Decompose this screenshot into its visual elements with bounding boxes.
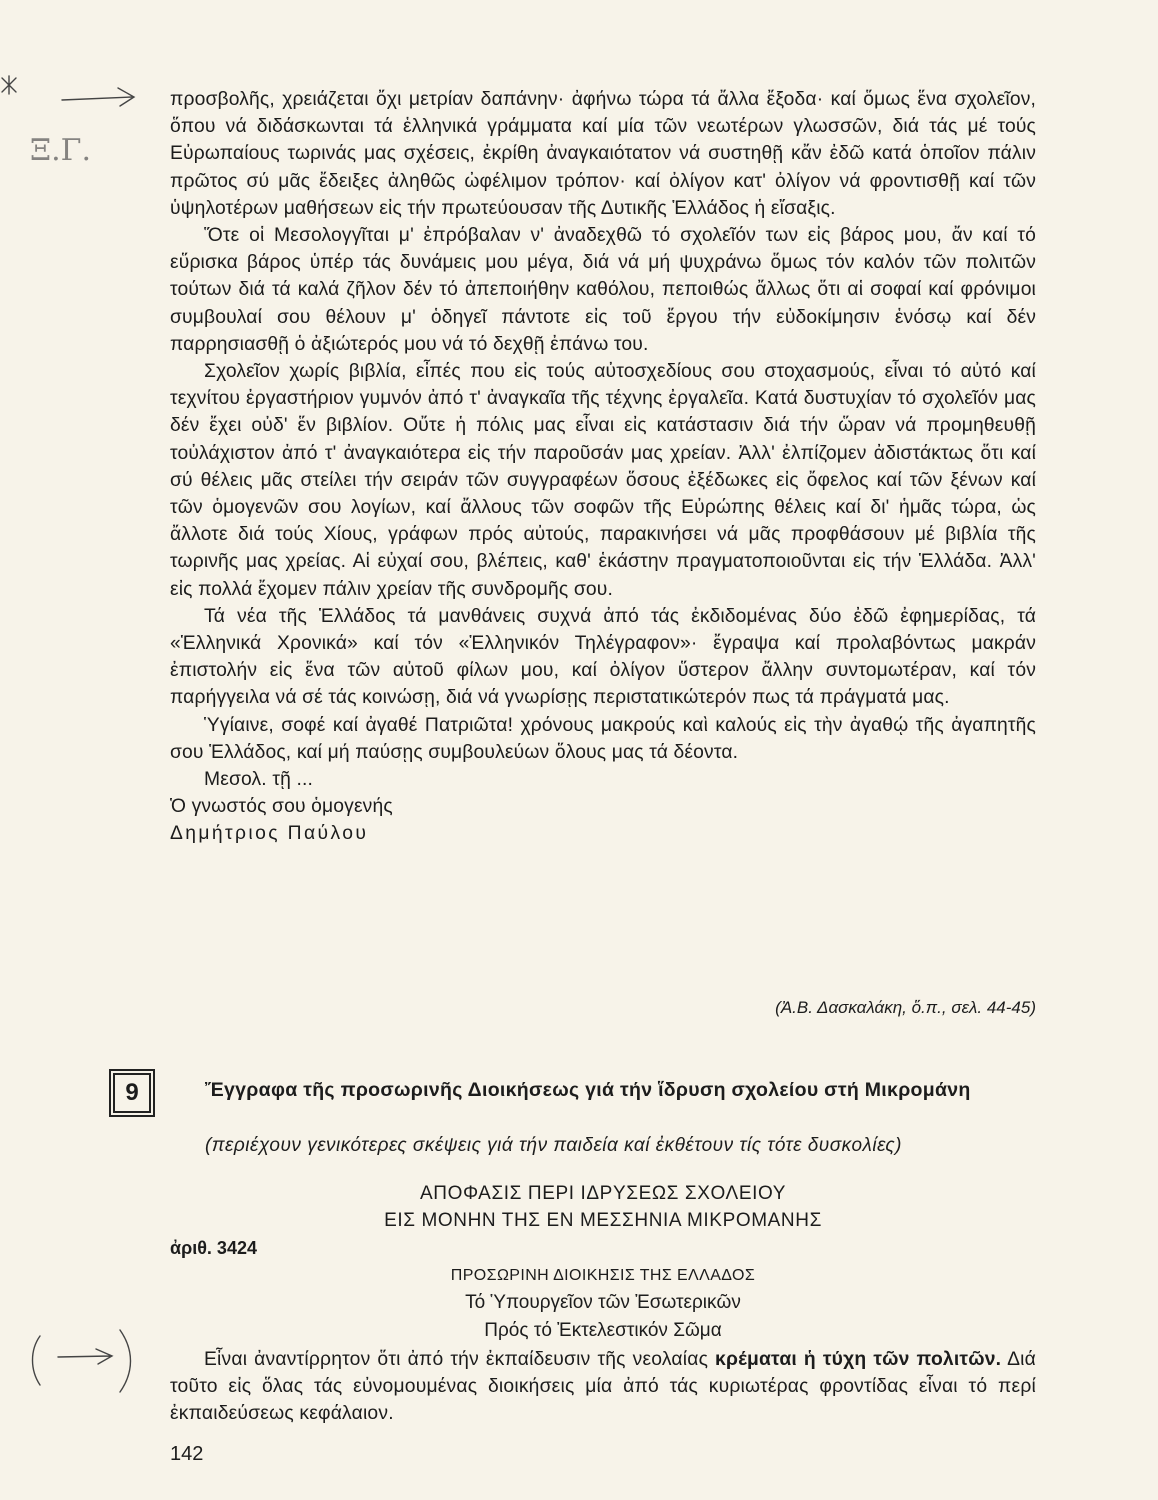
paragraph: Ὑγίαινε, σοφέ καί ἀγαθέ Πατριῶτα! χρόνους μακρούς καὶ καλούς εἰς τὴν ἀγαθῴ τῆς ἀγαπητῆς σου Ἑλλάδος, καί μή παύσῃς συμβουλεύων ὅλους μας τά δέοντα. [170, 714, 1036, 763]
handwritten-margin-marks [0, 0, 160, 1420]
arrow-mark-icon [58, 1349, 112, 1364]
document-reference-number: ἀριθ. 3424 [170, 1238, 257, 1258]
paragraph [170, 1346, 1036, 1428]
signature-line: Ὁ γνωστός σου ὁμογενής [170, 796, 393, 818]
text-run: Εἶναι ἀναντίρρητον ὅτι ἀπό τήν ἐκπαίδευσιν τῆς νεολαίας [204, 1349, 716, 1370]
emphasis-text: κρέμαται ἡ τύχη τῶν πολιτῶν. [715, 1349, 1002, 1370]
source-citation: (Ἀ.Β. Δασκαλάκη, ὅ.π., σελ. 44-45) [775, 998, 1036, 1017]
margin-note: Ξ.Γ. [30, 133, 91, 168]
arrow-line-mark [62, 97, 132, 100]
addressee-heading: Πρός τό Ἐκτελεστικόν Σῶμα [484, 1320, 722, 1341]
paragraph: Τά νέα τῆς Ἑλλάδος τά μανθάνεις συχνά ἀπό τάς ἐκδιδομένας δύο ἐδῶ ἐφημερίδας, τά «Ἑλληνικά Χρονικά» καί τόν «Ἑλληνικόν Τηλέγραφον»· ἔγραψα καί προλαβόντως μακράν ἐπιστολήν εἰς ἕνα τῶν αὐτοῦ φίλων μου, καί ὀλίγον ὕστερον ἄλλην συντομωτέραν, καί τόν παρήγγειλα νά σέ τάς κοινώσῃ, διά νά γνωρίσῃς περιστατικώτερόν πως τά πράγματά μας. [170, 605, 1036, 709]
document-number-box: 9 [113, 1073, 151, 1113]
decision-text [170, 1346, 1036, 1428]
section-title: Ἔγγραφα τῆς προσωρινῆς Διοικήσεως γιά τήν ἵδρυση σχολείου στή Μικρομάνη [205, 1079, 971, 1101]
page-number: 142 [170, 1443, 204, 1465]
asterisk-mark-icon [2, 76, 16, 94]
paragraph: Ὅτε οἱ Μεσολογγῖται μ' ἐπρόβαλαν ν' ἀναδεχθῶ τό σχολεῖόν των εἰς βάρος μου, ἄν καί τό εὕρισκα βάρος ὑπέρ τάς δυνάμεις μου μέγα, διά νά μή ψυχράνω ὅμως τόν καλόν τῶν πολιτῶν τούτων διά τά καλά ζῆλον δέν τό ἀπεποιήθην καθόλου, πεποιθώς ἄλλως ὅτι αἱ σοφαί καί φρόνιμοι συμβουλαί σου θέλουν μ' ὁδηγεῖ πάντοτε εἰς τοῦ ἔργου τήν εὐδοκίμησιν ἑνόσῳ καί δέν παρρησιασθῇ ὁ ἀξιώτερός μου νά τό δεχθῇ ἐπάνω του. [170, 225, 1036, 355]
paragraph: προσβολῆς, χρειάζεται ὄχι μετρίαν δαπάνην· ἀφήνω τώρα τά ἄλλα ἔξοδα· καί ὅμως ἕνα σχολεῖον, ὅπου νά διδάσκωνται τά ἑλληνικά γράμματα καί μία τῶν νεωτέρων γλωσσῶν, διά τάς μέ τούς Εὐρωπαίους τωρινάς μας σχέσεις, ἐκρίθη ἀναγκαιότατον νά συστηθῇ κἄν ἐδῶ κατά ὁποῖον πάλιν πρῶτος σύ μᾶς ἔδειξες ἀληθῶς ὠφέλιμον τρόπον· καί ὀλίγον κατ' ὀλίγον νά φροντισθῇ καί τῶν ὑψηλοτέρων μαθήσεων εἰς τήν πρωτεύουσαν τῆς Δυτικῆς Ἑλλάδος ἡ εἴσαξις. [170, 89, 1036, 219]
decision-heading-line1: ΑΠΟΦΑΣΙΣ ΠΕΡΙ ΙΔΡΥΣΕΩΣ ΣΧΟΛΕΙΟΥ [419, 1183, 787, 1204]
paragraph: Σχολεῖον χωρίς βιβλία, εἶπές που εἰς τούς αὐτοσχεδίους σου στοχασμούς, εἶναι τό αὐτό καί τεχνίτου ἐργαστήριον γυμνόν ἀπό τ' ἀναγκαῖα τῆς τέχνης ἐργαλεῖα. Κατά δυστυχίαν τό σχολεῖόν μας δέν ἔχει οὐδ' ἕν βιβλίον. Οὔτε ἡ πόλις μας εἶναι εἰς κατάστασιν διά τήν ὥραν νά προμηθευθῇ τοὐλάχιστον ἀπό τ' ἀναγκαιότερα εἰς τήν παροῦσάν μας χρείαν. Ἀλλ' ἐλπίζομεν ἀδιστάκτως ὅτι καί σύ θέλεις μᾶς στείλει τήν σειράν τῶν συγγραφέων ὅσους ἐξέδωκες εἰς ὄφελος καί τῶν ξένων καί τῶν ὁμογενῶν σου λογίων, καί ἄλλους τῶν σοφῶν τῆς Εὐρώπης θέλεις καί δι' ἡμᾶς τώρα, ὡς ἄλλοτε διά τούς Χίους, γράφων πρός αὐτούς, παρακινήσει νά μᾶς προφθάσουν μέ βιβλία τῆς τωρινῆς μας χρείας. Αἱ εὐχαί σου, βλέπεις, καθ' ἑκάστην πραγματοποιοῦνται εἰς τήν Ἑλλάδα. Ἀλλ' εἰς πολλά ἔχομεν πάλιν χρείαν τῆς συνδρομῆς σου. [170, 361, 1036, 600]
bracket-right-mark [120, 1330, 131, 1392]
section-subtitle: (περιέχουν γενικότερες σκέψεις γιά τήν παιδεία καί ἐκθέτουν τίς τότε δυσκολίες) [205, 1135, 902, 1156]
ministry-heading: Τό Ὑπουργεῖον τῶν Ἐσωτερικῶν [465, 1292, 741, 1313]
government-heading: ΠΡΟΣΩΡΙΝΗ ΔΙΟΙΚΗΣΙΣ ΤΗΣ ΕΛΛΑΔΟΣ [450, 1267, 756, 1284]
signature-name: Δημήτριος Παύλου [170, 823, 369, 845]
letter-body [170, 86, 1036, 848]
text-run: Διά τοῦτο εἰς ὅλας τάς εὐνομουμένας διοικήσεις μία ἀπό τάς κυριωτέρας φροντίδας εἶναι τό περί ἐκπαιδεύσεως κεφάλαιον. [170, 1349, 1036, 1425]
place-date-line: Μεσολ. τῇ ... [204, 769, 313, 791]
bracket-left-mark [33, 1336, 41, 1385]
decision-heading-line2: ΕΙΣ ΜΟΝΗΝ ΤΗΣ ΕΝ ΜΕΣΣΗΝΙΑ ΜΙΚΡΟΜΑΝΗΣ [384, 1210, 822, 1231]
